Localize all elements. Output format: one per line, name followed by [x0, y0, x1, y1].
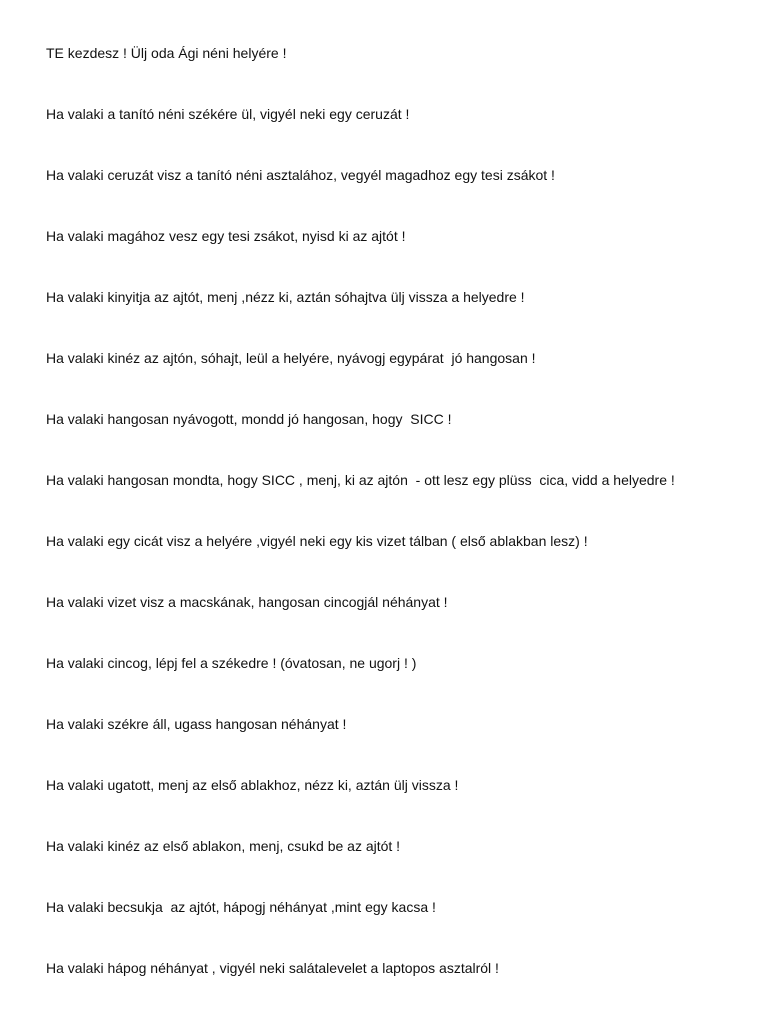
instruction-line: Ha valaki becsukja az ajtót, hápogj néhányat ,mint egy kacsa !	[46, 899, 436, 915]
instruction-line: Ha valaki hangosan nyávogott, mondd jó hangosan, hogy SICC !	[46, 411, 452, 427]
instruction-line: Ha valaki cincog, lépj fel a székedre ! (óvatosan, ne ugorj ! )	[46, 655, 417, 671]
instruction-line: Ha valaki székre áll, ugass hangosan néhányat !	[46, 716, 347, 732]
instruction-line: Ha valaki hápog néhányat , vigyél neki salátalevelet a laptopos asztalról !	[46, 960, 499, 976]
instruction-line: TE kezdesz ! Ülj oda Ági néni helyére !	[46, 45, 287, 61]
instruction-line: Ha valaki magához vesz egy tesi zsákot, nyisd ki az ajtót !	[46, 228, 406, 244]
instruction-line: Ha valaki ceruzát visz a tanító néni asztalához, vegyél magadhoz egy tesi zsákot !	[46, 167, 555, 183]
instruction-line: Ha valaki kinyitja az ajtót, menj ,nézz ki, aztán sóhajtva ülj vissza a helyedre !	[46, 289, 525, 305]
instruction-line: Ha valaki kinéz az első ablakon, menj, csukd be az ajtót !	[46, 838, 401, 854]
instruction-line: Ha valaki ugatott, menj az első ablakhoz, nézz ki, aztán ülj vissza !	[46, 777, 459, 793]
instruction-line: Ha valaki kinéz az ajtón, sóhajt, leül a helyére, nyávogj egypárat jó hangosan !	[46, 350, 536, 366]
instruction-line: Ha valaki a tanító néni székére ül, vigyél neki egy ceruzát !	[46, 106, 410, 122]
instruction-line: Ha valaki egy cicát visz a helyére ,vigyél neki egy kis vizet tálban ( első ablakban lesz) !	[46, 533, 588, 549]
instruction-line: Ha valaki hangosan mondta, hogy SICC , menj, ki az ajtón - ott lesz egy plüss cica, vidd a helyedre !	[46, 472, 675, 488]
instruction-line: Ha valaki vizet visz a macskának, hangosan cincogjál néhányat !	[46, 594, 448, 610]
